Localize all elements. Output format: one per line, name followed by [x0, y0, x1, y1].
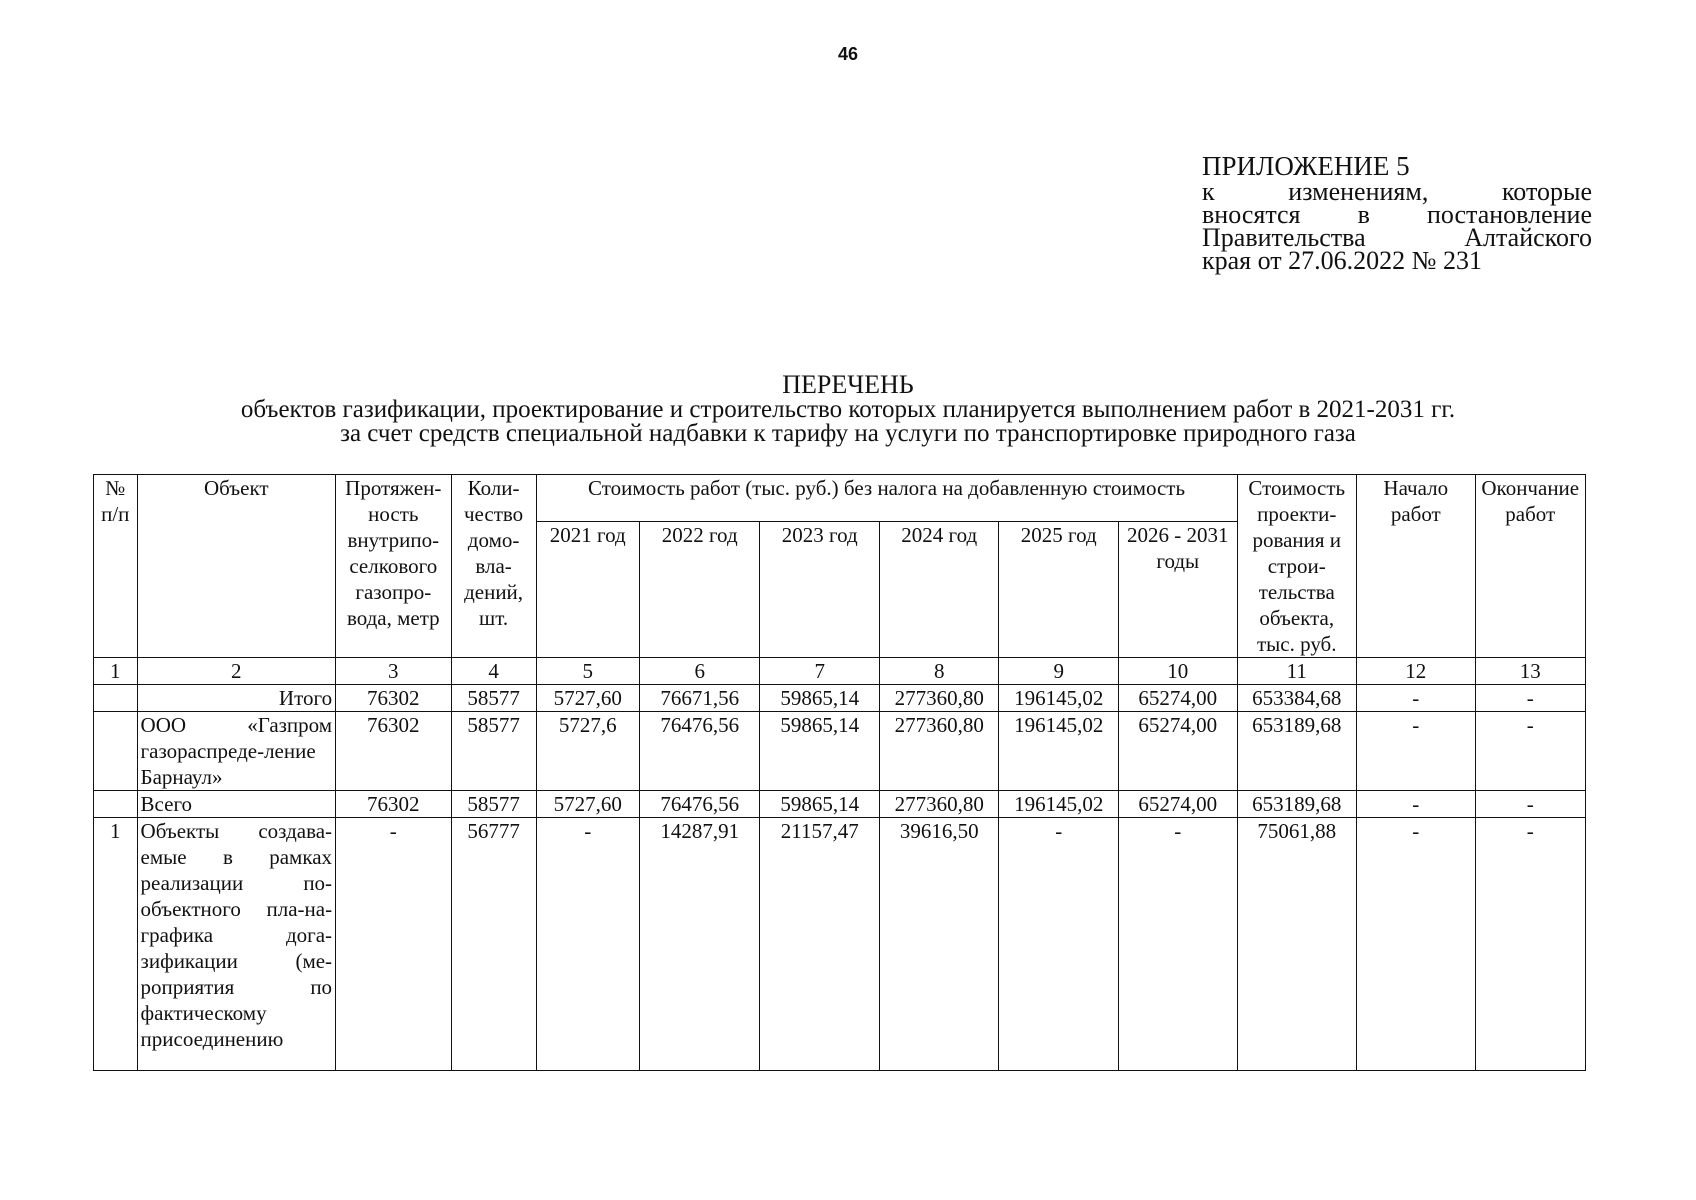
- cell-2026-2031: 65274,00: [1119, 791, 1238, 818]
- column-number: 11: [1237, 658, 1357, 685]
- header-cost-group: Стоимость работ (тыс. руб.) без налога на добавленную стоимость: [536, 475, 1237, 522]
- cell-length: -: [336, 818, 451, 1071]
- cell-start: -: [1357, 791, 1476, 818]
- cell-2025: -: [999, 818, 1119, 1071]
- table-row-item-1: [94, 818, 1586, 1071]
- subtitle-line: объектов газификации, проектирование и строительство которых планируется выполнением работ в 2021-2031 гг.: [240, 396, 1456, 423]
- cell-2023: 21157,47: [760, 818, 880, 1071]
- cell-end: -: [1475, 712, 1585, 791]
- cell-households: 56777: [451, 818, 536, 1071]
- header-object: Объект: [137, 475, 336, 658]
- objects-table: [93, 474, 1586, 1071]
- header-length: Протяжен-ность внутрипо-селкового газопро-вода, метр: [336, 475, 451, 658]
- cell-2021: 5727,60: [536, 685, 639, 712]
- cell-2021: 5727,6: [536, 712, 639, 791]
- cell-2022: 76476,56: [639, 791, 760, 818]
- cell-2022: 76671,56: [639, 685, 760, 712]
- header-year-2024: 2024 год: [879, 522, 999, 658]
- header-households: Коли-чество домо-вла-дений, шт.: [451, 475, 536, 658]
- cell-2022: 14287,91: [639, 818, 760, 1071]
- cell-households: 58577: [451, 712, 536, 791]
- annex-line: к изменениям, которые: [1202, 177, 1592, 206]
- cell-2025: 196145,02: [999, 791, 1119, 818]
- column-number: 10: [1119, 658, 1238, 685]
- cell-start: -: [1357, 712, 1476, 791]
- header-year-2023: 2023 год: [760, 522, 880, 658]
- cell-2024: 39616,50: [879, 818, 999, 1071]
- header-year-2022: 2022 год: [639, 522, 760, 658]
- column-number: 4: [451, 658, 536, 685]
- cell-object: Всего: [137, 791, 336, 818]
- cell-total-cost: 75061,88: [1237, 818, 1357, 1071]
- header-end: Окончание работ: [1475, 475, 1585, 658]
- table-row-itogo: [94, 685, 1586, 712]
- header-year-2025: 2025 год: [999, 522, 1119, 658]
- cell-households: 58577: [451, 685, 536, 712]
- cell-end: -: [1475, 791, 1585, 818]
- cell-total-cost: 653189,68: [1237, 712, 1357, 791]
- column-number: 6: [639, 658, 760, 685]
- cell-num: [94, 685, 138, 712]
- cell-2026-2031: 65274,00: [1119, 712, 1238, 791]
- cell-num: [94, 712, 138, 791]
- column-number: 3: [336, 658, 451, 685]
- cell-length: 76302: [336, 685, 451, 712]
- cell-2021: 5727,60: [536, 791, 639, 818]
- header-start: Начало работ: [1357, 475, 1476, 658]
- table-row-company: [94, 712, 1586, 791]
- cell-object: Объекты создава-емые в рамках реализации по-объектного пла-на-графика дога-зификации (ме-роприятия по фактическому присоединению: [137, 818, 336, 1071]
- subtitle-line: за счет средств специальной надбавки к тарифу на услуги по транспортировке природного газа: [340, 420, 1356, 447]
- cell-2023: 59865,14: [760, 712, 880, 791]
- cell-2026-2031: 65274,00: [1119, 685, 1238, 712]
- cell-length: 76302: [336, 712, 451, 791]
- cell-2025: 196145,02: [999, 685, 1119, 712]
- cell-total-cost: 653384,68: [1237, 685, 1357, 712]
- header-total-cost: Стоимость проекти-рования и строи-тельства объекта, тыс. руб.: [1237, 475, 1357, 658]
- cell-end: -: [1475, 685, 1585, 712]
- cell-object: Итого: [137, 685, 336, 712]
- annex-title: ПРИЛОЖЕНИЕ 5: [1202, 151, 1410, 181]
- cell-2025: 196145,02: [999, 712, 1119, 791]
- document-title: ПЕРЕЧЕНЬ: [782, 370, 914, 399]
- cell-num: [94, 791, 138, 818]
- cell-start: -: [1357, 818, 1476, 1071]
- column-number: 7: [760, 658, 880, 685]
- cell-2021: -: [536, 818, 639, 1071]
- cell-2026-2031: -: [1119, 818, 1238, 1071]
- header-num: № п/п: [94, 475, 138, 658]
- annex-line: Правительства Алтайского: [1202, 223, 1592, 252]
- cell-length: 76302: [336, 791, 451, 818]
- page-number: 46: [837, 44, 859, 64]
- cell-start: -: [1357, 685, 1476, 712]
- header-years-2026-2031: 2026 - 2031 годы: [1119, 522, 1238, 658]
- column-number: 13: [1475, 658, 1585, 685]
- cell-2024: 277360,80: [879, 685, 999, 712]
- annex-line: края от 27.06.2022 № 231: [1202, 246, 1482, 275]
- cell-2023: 59865,14: [760, 791, 880, 818]
- cell-num: 1: [94, 818, 138, 1071]
- cell-2023: 59865,14: [760, 685, 880, 712]
- annex-block: [1202, 151, 1592, 275]
- cell-object: ООО «Газпром газораспреде-ление Барнаул»: [137, 712, 336, 791]
- cell-2024: 277360,80: [879, 791, 999, 818]
- cell-total-cost: 653189,68: [1237, 791, 1357, 818]
- column-number: 8: [879, 658, 999, 685]
- column-number: 12: [1357, 658, 1476, 685]
- annex-line: вносятся в постановление: [1202, 200, 1592, 229]
- column-number: 5: [536, 658, 639, 685]
- table-header-row: [94, 475, 1586, 522]
- document-subtitle: [0, 398, 1696, 446]
- column-number: 1: [94, 658, 138, 685]
- cell-households: 58577: [451, 791, 536, 818]
- column-number-row: [94, 658, 1586, 685]
- column-number: 9: [999, 658, 1119, 685]
- cell-end: -: [1475, 818, 1585, 1071]
- column-number: 2: [137, 658, 336, 685]
- cell-2022: 76476,56: [639, 712, 760, 791]
- table-row-vsego: [94, 791, 1586, 818]
- cell-2024: 277360,80: [879, 712, 999, 791]
- header-year-2021: 2021 год: [536, 522, 639, 658]
